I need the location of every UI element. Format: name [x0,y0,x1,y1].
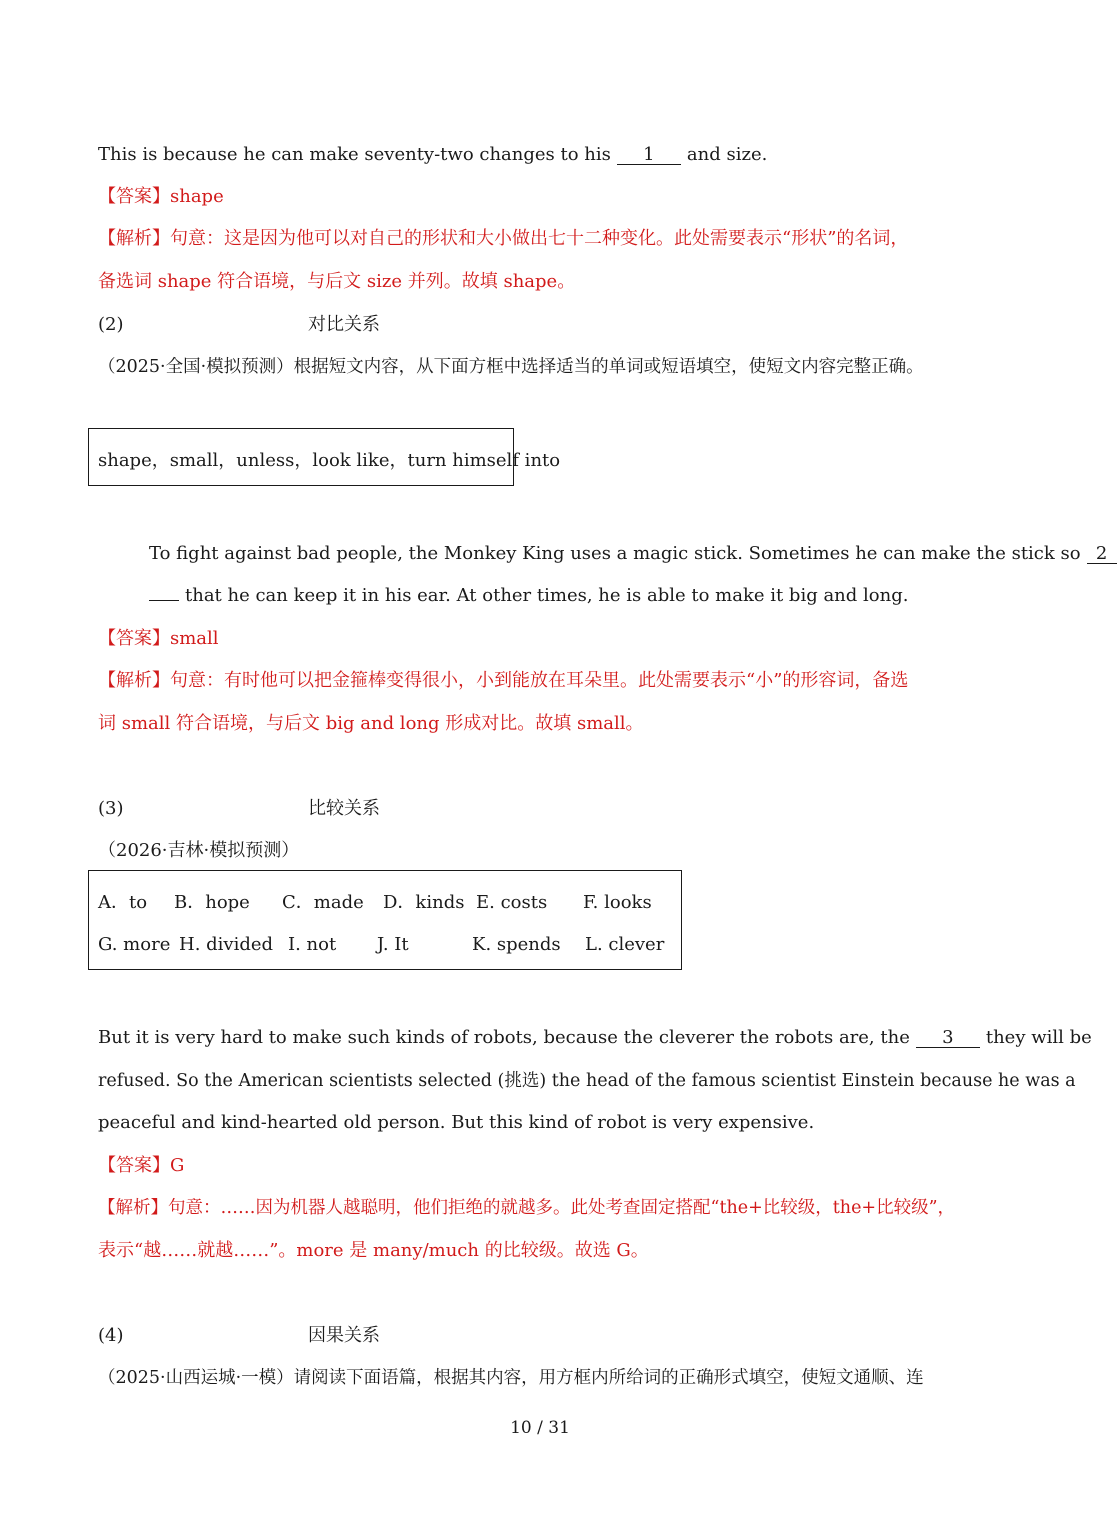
sec3-para-line1: But it is very hard to make such kinds of robots, because the cleverer the robots are, the 3 they will be [98,1027,1092,1048]
sec3-number: (3) [98,798,124,819]
option-j: J. It [377,934,409,955]
sec4-title: 因果关系 [308,1325,380,1346]
blank-3: 3 [916,1029,980,1048]
sec3-para-line2: refused. So the American scientists selected (挑选) the head of the famous scientist Einstein because he was a [98,1071,1076,1091]
page-number: 10 / 31 [510,1418,570,1438]
q1-analysis-line1: 【解析】句意：这是因为他可以对自己的形状和大小做出七十二种变化。此处需要表示“形状”的名词， [98,228,909,249]
option-f: F. looks [583,892,652,913]
option-l: L. clever [585,934,665,955]
option-d: D．kinds [383,892,465,913]
sec3-para-line3: peaceful and kind-hearted old person. But this kind of robot is very expensive. [98,1112,815,1133]
option-k: K. spends [472,934,561,955]
sec4-number: (4) [98,1325,124,1346]
q1-analysis-line2: 备选词 shape 符合语境，与后文 size 并列。故填 shape。 [98,271,576,292]
option-c: C．made [282,892,364,913]
sec2-number: (2) [98,314,124,335]
sec2-para-line2: that he can keep it in his ear. At other times, he is able to make it big and long. [149,584,908,608]
blank-1: 1 [617,146,681,165]
word-box-text: shape，small，unless，look like，turn himself into [98,450,561,471]
option-h: H. divided [179,934,274,955]
q1-sentence: This is because he can make seventy-two changes to his 1 and size. [98,144,768,165]
sec3-analysis-line1: 【解析】句意：……因为机器人越聪明，他们拒绝的就越多。此处考查固定搭配“the+比较级，the+比较级”， [98,1198,956,1218]
sec2-para-line1: To fight against bad people, the Monkey King uses a magic stick. Sometimes he can make the stick so 2 [149,542,1117,566]
sec3-analysis-line2: 表示“越……就越……”。more 是 many/much 的比较级。故选 G。 [98,1240,649,1261]
sec4-source: （2025·山西运城·一模）请阅读下面语篇，根据其内容，用方框内所给词的正确形式填空，使短文通顺、连 [98,1368,924,1388]
option-a: A．to [98,892,148,913]
sec3-title: 比较关系 [308,798,380,819]
q1-answer: 【答案】shape [98,186,224,207]
blank-2: 2 [1087,545,1117,564]
sec3-options-box [88,870,682,970]
sec2-word-box [88,428,561,486]
sec3-answer: 【答案】G [98,1155,185,1176]
sec2-source: （2025·全国·模拟预测）根据短文内容，从下面方框中选择适当的单词或短语填空，使短文内容完整正确。 [98,357,924,377]
option-g: G. more [98,934,171,955]
sec2-title: 对比关系 [308,314,380,335]
option-e: E. costs [476,892,548,913]
option-b: B．hope [174,892,250,913]
sec3-source: （2026·吉林·模拟预测） [98,840,300,861]
blank-2-continued [149,600,179,601]
sec2-analysis-line1: 【解析】句意：有时他可以把金箍棒变得很小，小到能放在耳朵里。此处需要表示“小”的形容词，备选 [98,670,909,691]
option-i: I. not [288,934,337,955]
sec2-answer: 【答案】small [98,628,219,649]
sec2-analysis-line2: 词 small 符合语境，与后文 big and long 形成对比。故填 small。 [98,713,644,734]
